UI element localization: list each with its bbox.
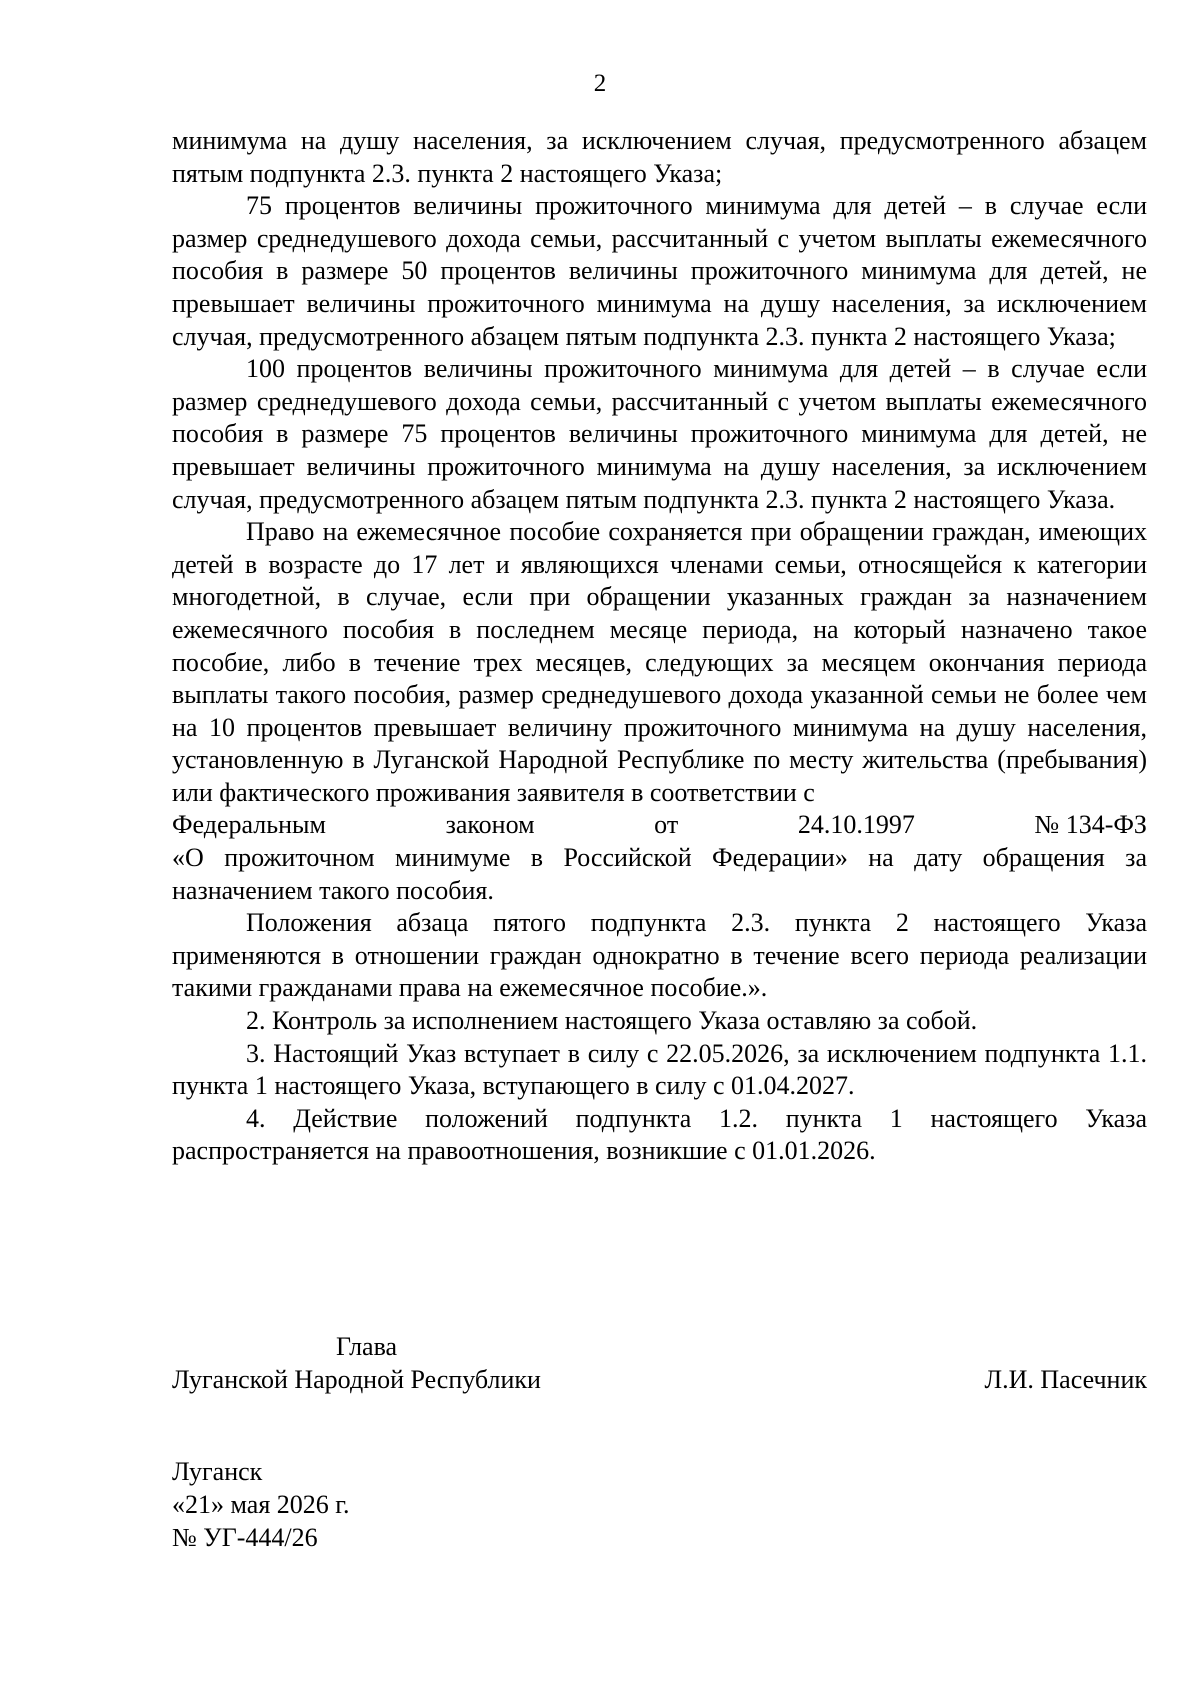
fz-word-1: Федеральным: [172, 810, 326, 840]
document-body: [172, 125, 1147, 1168]
city: Луганск: [172, 1457, 263, 1486]
signature-title: Глава: [336, 1332, 398, 1361]
signature-organization: Луганской Народной Республики: [172, 1365, 541, 1394]
document-number: № УГ-444/26: [172, 1523, 318, 1552]
signature-name: Л.И. Пасечник: [984, 1365, 1147, 1394]
signature-block: [172, 1330, 1147, 1396]
fz-number: № 134-ФЗ: [1034, 810, 1147, 840]
paragraph-1: минимума на душу населения, за исключением случая, предусмотренного абзацем пятым подпункта 2.3. пункта 2 настоящего Указа;: [172, 126, 1147, 188]
federal-law-reference-line: [172, 809, 1147, 842]
fz-date: 24.10.1997: [797, 810, 915, 840]
paragraph-2: 75 процентов величины прожиточного минимума для детей – в случае если размер среднедушевого дохода семьи, рассчитанный с учетом выплаты ежемесячного пособия в размере 50 процентов величины прожиточного минимума для детей, не превышает величины прожиточного минимума на душу населения, за исключением случая, предусмотренного абзацем пятым подпункта 2.3. пункта 2 настоящего Указа;: [172, 191, 1147, 351]
signature-row: [172, 1363, 1147, 1396]
paragraph-4-end: «О прожиточном минимуме в Российской Федерации» на дату обращения за назначением такого пособия.: [172, 843, 1147, 905]
place-date-block: [172, 1455, 350, 1554]
paragraph-7: 3. Настоящий Указ вступает в силу с 22.05.2026, за исключением подпункта 1.1. пункта 1 настоящего Указа, вступающего в силу с 01.04.2027.: [172, 1038, 1147, 1101]
paragraph-8: 4. Действие положений подпункта 1.2. пункта 1 настоящего Указа распространяется на правоотношения, возникшие с 01.01.2026.: [172, 1103, 1147, 1166]
paragraph-4: Право на ежемесячное пособие сохраняется при обращении граждан, имеющих детей в возрасте до 17 лет и являющихся членами семьи, относящейся к категории многодетной, в случае, если при обращении указанных граждан за назначением ежемесячного пособия в последнем месяце периода, на который назначено такое пособие, либо в течение трех месяцев, следующих за месяцем окончания периода выплаты такого пособия, размер среднедушевого дохода указанной семьи не более чем на 10 процентов превышает величину прожиточного минимума на душу населения, установленную в Луганской Народной Республике по месту жительства (пребывания) или фактического проживания заявителя в соответствии с: [172, 517, 1147, 807]
paragraph-5: Положения абзаца пятого подпункта 2.3. пункта 2 настоящего Указа применяются в отношении граждан однократно в течение всего периода реализации такими гражданами права на ежемесячное пособие.».: [172, 908, 1147, 1003]
document-date: «21» мая 2026 г.: [172, 1490, 350, 1519]
page-number: 2: [593, 70, 607, 97]
paragraph-6: 2. Контроль за исполнением настоящего Указа оставляю за собой.: [246, 1006, 978, 1036]
fz-word-3: от: [654, 810, 679, 840]
paragraph-3: 100 процентов величины прожиточного минимума для детей – в случае если размер среднедушевого дохода семьи, рассчитанный с учетом выплаты ежемесячного пособия в размере 75 процентов величины прожиточного минимума для детей, не превышает величины прожиточного минимума на душу населения, за исключением случая, предусмотренного абзацем пятым подпункта 2.3. пункта 2 настоящего Указа.: [172, 354, 1147, 514]
fz-word-2: законом: [445, 810, 535, 840]
